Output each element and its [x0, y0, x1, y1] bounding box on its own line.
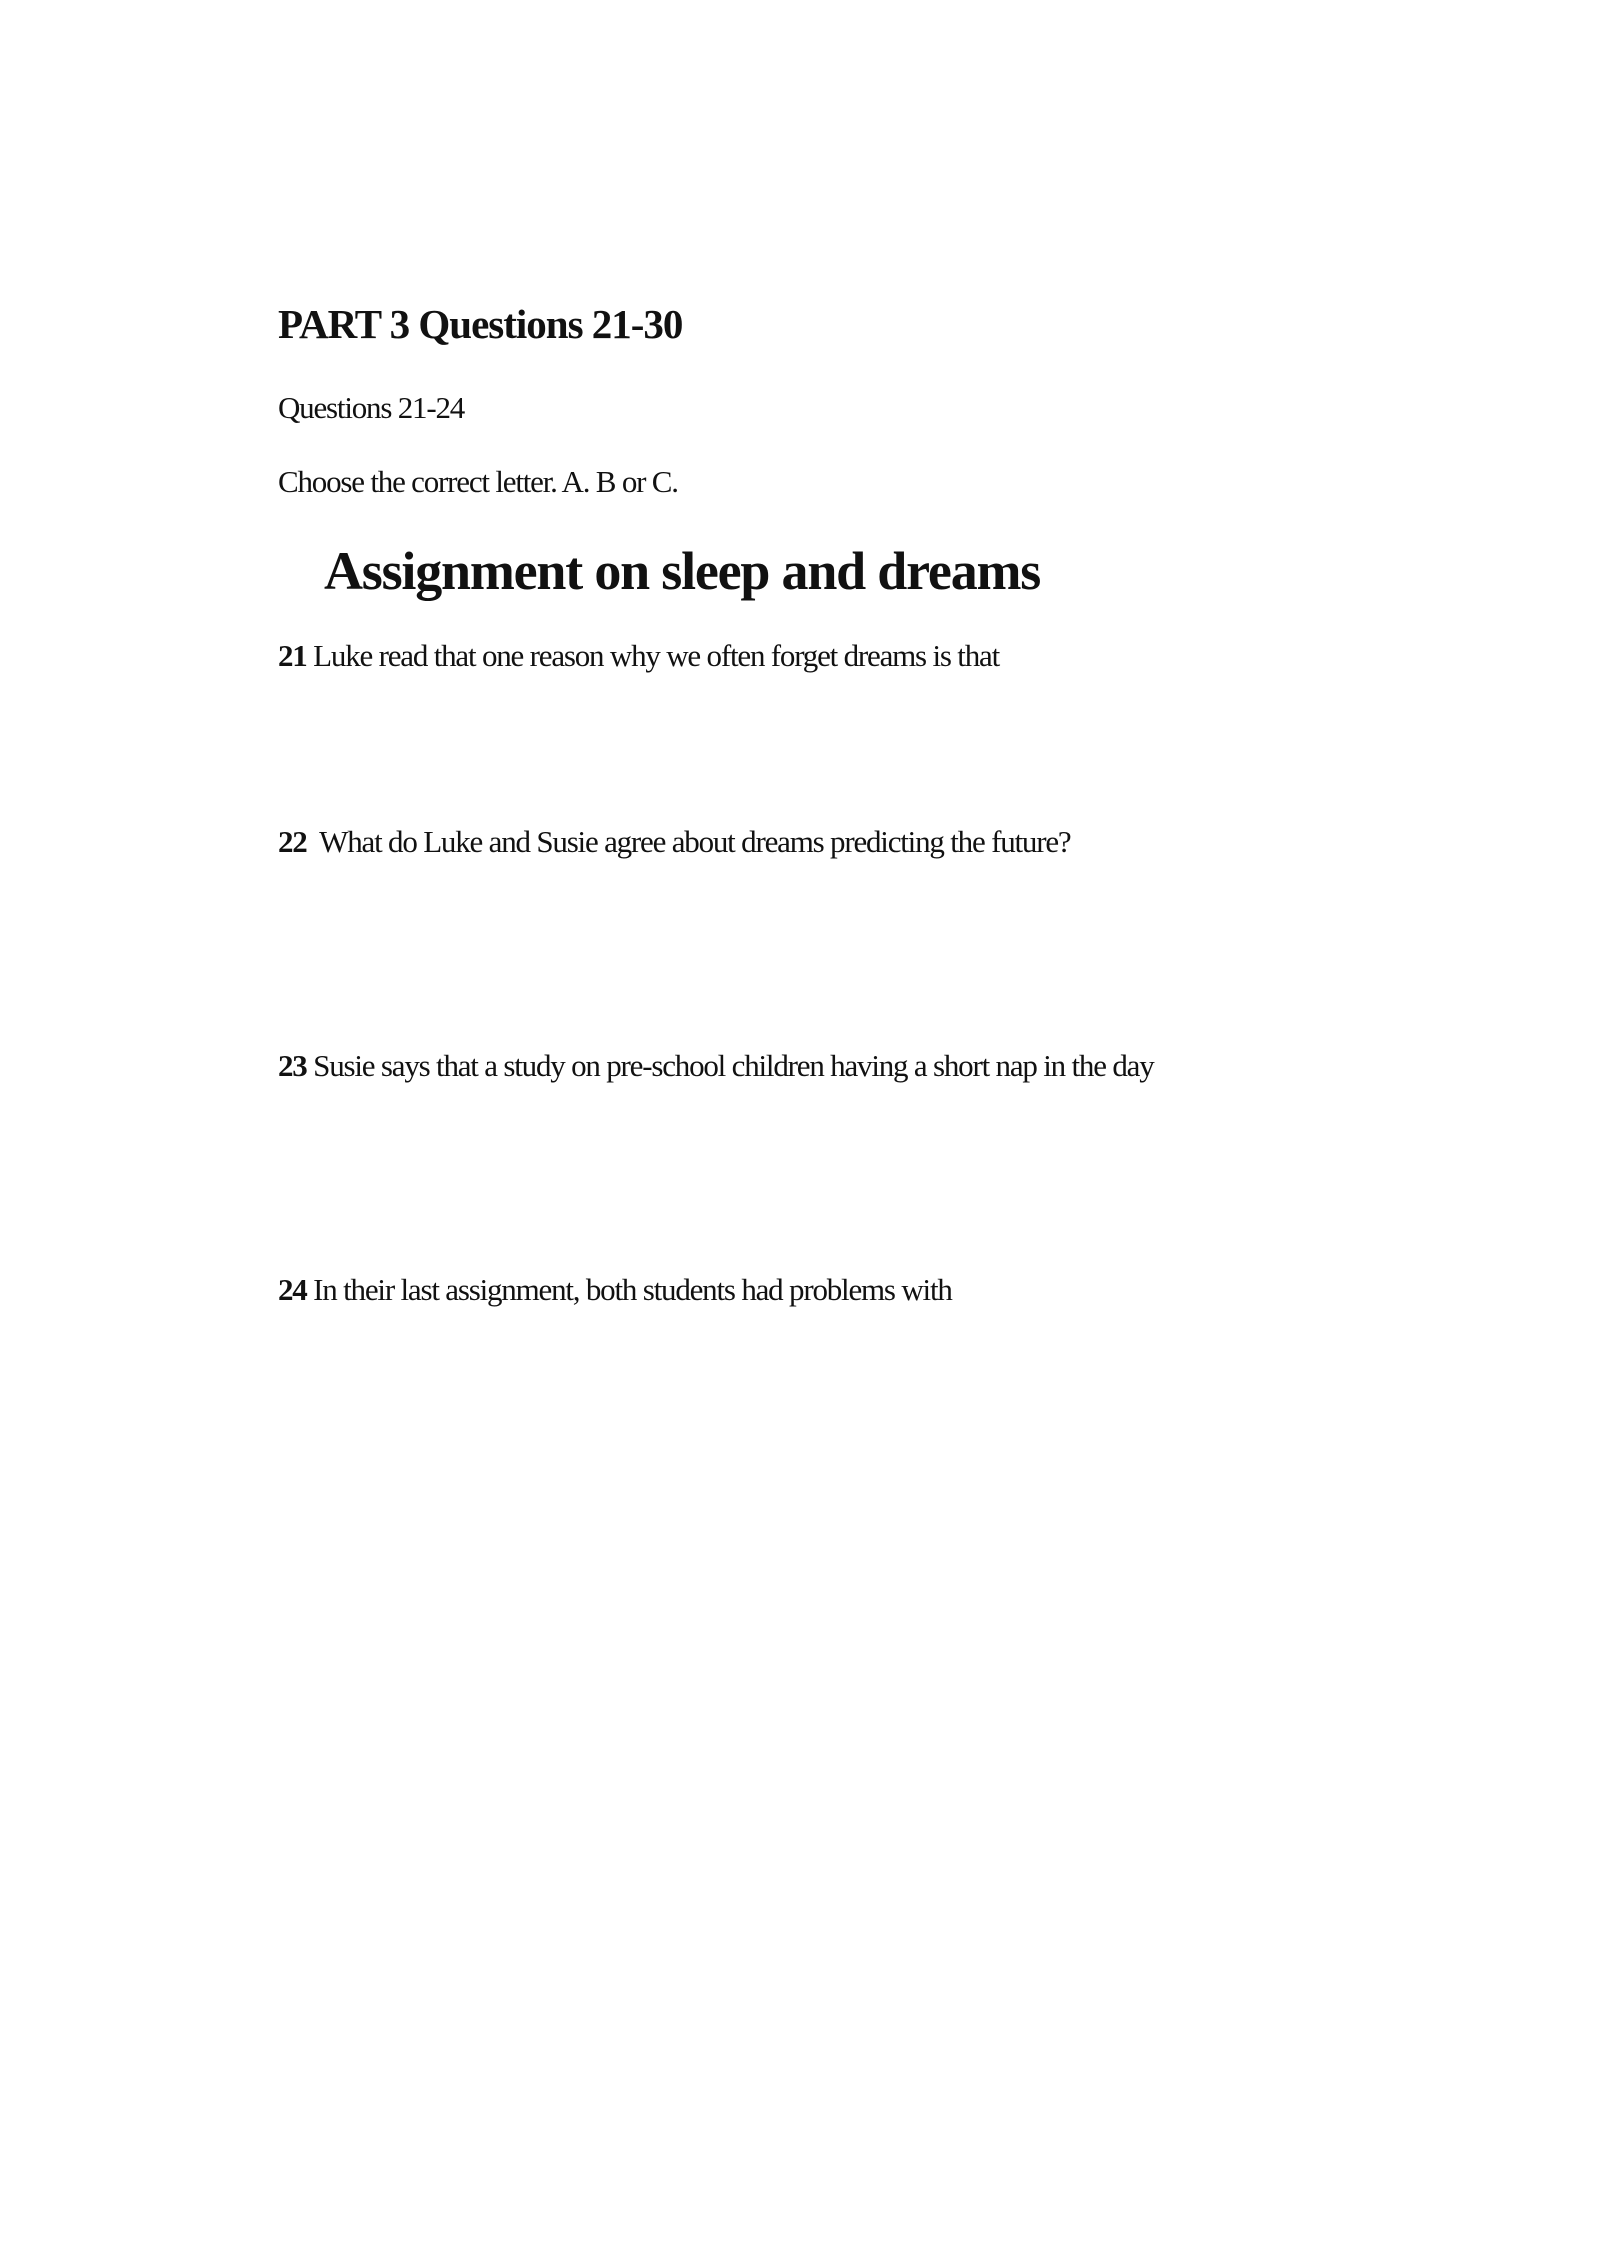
question-22: [278, 824, 1070, 860]
question-21: [278, 638, 999, 674]
question-number: 23: [278, 1048, 307, 1083]
question-text: In their last assignment, both students had problems with: [313, 1272, 952, 1307]
question-text: Luke read that one reason why we often forget dreams is that: [313, 638, 999, 673]
question-23: [278, 1048, 1154, 1084]
question-number: 24: [278, 1272, 307, 1307]
assignment-title: Assignment on sleep and dreams: [324, 541, 1041, 601]
question-text: Susie says that a study on pre-school children having a short nap in the day: [313, 1048, 1154, 1083]
questions-range-label: Questions 21-24: [278, 390, 465, 425]
question-text: What do Luke and Susie agree about dreams predicting the future?: [313, 824, 1071, 859]
part-heading: PART 3 Questions 21-30: [278, 301, 683, 347]
instruction-text: Choose the correct letter. A. B or C.: [278, 464, 678, 499]
question-number: 22: [278, 824, 307, 859]
question-24: [278, 1272, 952, 1308]
question-number: 21: [278, 638, 307, 673]
